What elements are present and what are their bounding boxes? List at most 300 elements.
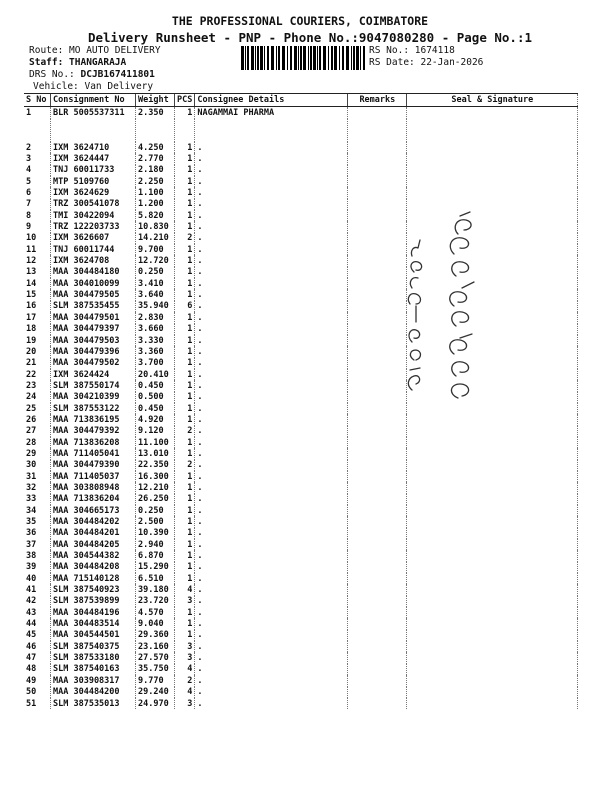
row-weight: 4.920 [136,414,175,425]
row-consignee-details: . [195,698,348,709]
row-consignee-details: . [195,460,348,471]
row-pcs: 2 [175,460,195,471]
row-weight: 10.830 [136,221,175,232]
row-pcs: 1 [175,539,195,550]
row-seal-signature [407,403,578,414]
row-pcs: 1 [175,448,195,459]
barcode-bar [276,46,277,70]
row-seal-signature [407,562,578,573]
row-weight: 15.290 [136,562,175,573]
row-consignment-no: SLM 387540375 [51,641,136,652]
barcode-bar [241,46,244,70]
row-weight: 1.100 [136,187,175,198]
table-row [24,426,578,437]
row-consignee-details: . [195,324,348,335]
row-remarks [348,380,407,391]
row-remarks [348,426,407,437]
row-consignee-details: . [195,664,348,675]
row-remarks [348,187,407,198]
spacer-cell [136,119,175,142]
row-consignee-details: . [195,210,348,221]
col-remarks: Remarks [348,94,407,107]
row-consignment-no: MAA 304484196 [51,607,136,618]
row-sno: 41 [26,585,37,596]
table-header-row [24,94,578,107]
row-pcs: 1 [175,516,195,527]
row-pcs: 1 [175,607,195,618]
row-remarks [348,289,407,300]
col-consignee: Consignee Details [195,94,348,107]
row-consignee-details: . [195,414,348,425]
row-seal-signature [407,437,578,448]
row-remarks [348,278,407,289]
row-sno: 33 [26,494,37,505]
row-sno: 44 [26,619,37,630]
row-sno: 34 [26,505,37,516]
row-sno: 32 [26,482,37,493]
row-pcs: 3 [175,652,195,663]
row-seal-signature [407,539,578,550]
row-pcs: 1 [175,312,195,323]
row-seal-signature [407,505,578,516]
row-consignment-no: MAA 304479392 [51,426,136,437]
barcode-bar [251,46,254,70]
row-consignment-no: MAA 713836208 [51,437,136,448]
barcode-bar [300,46,302,70]
row-weight: 12.210 [136,482,175,493]
row-pcs: 1 [175,380,195,391]
row-consignee-details: . [195,482,348,493]
row-consignee-details: . [195,255,348,266]
row-remarks [348,176,407,187]
table-row [24,301,578,312]
table-row [24,414,578,425]
row-weight: 14.210 [136,233,175,244]
table-row [24,584,578,595]
row-consignee-details: . [195,448,348,459]
row-consignee-details: . [195,369,348,380]
row-weight: 9.770 [136,675,175,686]
row-pcs: 1 [175,221,195,232]
row-sno: 3 [26,154,32,165]
row-sno: 35 [26,517,37,528]
row-consignment-no: MAA 304479501 [51,312,136,323]
table-row [24,221,578,232]
row-weight: 11.100 [136,437,175,448]
table-row [24,505,578,516]
row-seal-signature [407,584,578,595]
barcode-image [241,46,365,70]
row-sno: 8 [26,210,32,221]
row-consignment-no: MAA 304544501 [51,630,136,641]
row-remarks [348,516,407,527]
row-weight: 3.330 [136,335,175,346]
row-pcs: 1 [175,573,195,584]
row-pcs: 3 [175,596,195,607]
row-consignee-details: . [195,358,348,369]
row-consignee-details: . [195,618,348,629]
row-consignment-no: MAA 304544382 [51,550,136,561]
row-consignment-no: MAA 304484208 [51,562,136,573]
row-remarks [348,369,407,380]
row-weight: 10.390 [136,528,175,539]
row-seal-signature [407,573,578,584]
table-row [24,550,578,561]
row-seal-signature [407,528,578,539]
row-sno: 42 [26,596,37,607]
row-weight: 23.160 [136,641,175,652]
table-row [24,324,578,335]
row-consignee-details: . [195,687,348,698]
barcode-bar [303,46,306,70]
table-row [24,244,578,255]
row-consignee-details: . [195,403,348,414]
row-remarks [348,482,407,493]
row-weight: 22.350 [136,460,175,471]
row-consignee-details: . [195,335,348,346]
col-weight: Weight [136,94,175,107]
row-sno: 23 [26,380,37,391]
row-remarks [348,358,407,369]
row-consignee-details: . [195,437,348,448]
barcode-bar [298,46,299,70]
row-weight: 2.500 [136,516,175,527]
row-consignee-details: . [195,584,348,595]
row-sno: 47 [26,653,37,664]
barcode-bar [264,46,265,70]
row-remarks [348,664,407,675]
row-consignment-no: MAA 304484200 [51,687,136,698]
row-seal-signature [407,596,578,607]
row-sno: 50 [26,687,37,698]
row-consignment-no: IXM 3624629 [51,187,136,198]
row-weight: 16.300 [136,471,175,482]
row-pcs: 1 [175,278,195,289]
row-weight: 9.700 [136,244,175,255]
row-consignment-no: SLM 387539899 [51,596,136,607]
row-pcs: 1 [175,618,195,629]
row-remarks [348,584,407,595]
row-seal-signature [407,516,578,527]
row-sno: 11 [26,244,37,255]
row-remarks [348,244,407,255]
row-remarks [348,630,407,641]
row-sno: 36 [26,528,37,539]
row-sno: 19 [26,335,37,346]
table-row [24,392,578,403]
row-consignee-details: . [195,267,348,278]
row-weight: 3.360 [136,346,175,357]
barcode-bar [260,46,263,70]
row-remarks [348,641,407,652]
row-weight: 2.250 [136,176,175,187]
row-seal-signature [407,460,578,471]
row-sno: 2 [26,142,32,153]
row-pcs: 1 [175,471,195,482]
row-remarks [348,539,407,550]
table-row [24,403,578,414]
row-consignment-no: MAA 304479503 [51,335,136,346]
row-consignee-details: . [195,346,348,357]
row-pcs: 1 [175,630,195,641]
row-sno: 29 [26,448,37,459]
row-seal-signature [407,153,578,164]
row-sno: 51 [26,698,37,709]
row-remarks [348,153,407,164]
barcode-bar [294,46,297,70]
row-remarks [348,687,407,698]
row-remarks [348,698,407,709]
row-consignee-details: . [195,176,348,187]
row-sno: 30 [26,460,37,471]
row-pcs: 2 [175,233,195,244]
row-pcs: 1 [175,482,195,493]
row-remarks [348,596,407,607]
barcode-bar [317,46,318,70]
row-pcs: 3 [175,641,195,652]
row-seal-signature [407,675,578,686]
row-consignment-no: MAA 304484180 [51,267,136,278]
row-remarks [348,437,407,448]
table-row [24,165,578,176]
table-row [24,630,578,641]
row-sno: 46 [26,641,37,652]
table-row [24,312,578,323]
row-weight: 0.250 [136,267,175,278]
row-consignee-details: . [195,187,348,198]
row-remarks [348,107,407,120]
row-sno: 15 [26,290,37,301]
row-seal-signature [407,448,578,459]
row-weight: 4.250 [136,142,175,153]
spacer-cell [175,119,195,142]
row-remarks [348,403,407,414]
barcode-bar [287,46,288,70]
row-consignment-no: IXM 3624447 [51,153,136,164]
table-row [24,199,578,210]
row-pcs: 2 [175,675,195,686]
table-row [24,153,578,164]
table-row [24,607,578,618]
row-remarks [348,562,407,573]
row-seal-signature [407,426,578,437]
row-remarks [348,312,407,323]
row-remarks [348,255,407,266]
row-consignee-details: . [195,471,348,482]
table-row [24,289,578,300]
row-weight: 9.040 [136,618,175,629]
table-row [24,267,578,278]
row-weight: 26.250 [136,494,175,505]
spacer-cell [348,119,407,142]
table-row [24,618,578,629]
row-weight: 29.360 [136,630,175,641]
row-seal-signature [407,698,578,709]
row-consignee-details: . [195,550,348,561]
row-consignment-no: SLM 387553122 [51,403,136,414]
row-consignment-no: SLM 387535013 [51,698,136,709]
row-consignee-details: . [195,165,348,176]
row-weight: 6.870 [136,550,175,561]
row-consignment-no: MAA 304483514 [51,618,136,629]
drs-label: DRS No.: [29,69,75,80]
spacer-cell [407,119,578,142]
row-weight: 3.640 [136,289,175,300]
table-row [24,380,578,391]
row-consignment-no: MAA 304010099 [51,278,136,289]
row-consignment-no: SLM 387540923 [51,584,136,595]
barcode-bar [319,46,321,70]
company-title: THE PROFESSIONAL COURIERS, COIMBATORE [171,14,429,28]
row-weight: 39.180 [136,584,175,595]
row-weight: 12.720 [136,255,175,266]
barcode-bar [247,46,249,70]
row-consignment-no: MTP 5109760 [51,176,136,187]
row-sno: 28 [26,437,37,448]
table-row [24,539,578,550]
row-sno: 38 [26,551,37,562]
row-consignment-no: MAA 713836204 [51,494,136,505]
row-consignment-no: TRZ 122203733 [51,221,136,232]
row-consignee-details: . [195,652,348,663]
row-seal-signature [407,550,578,561]
row-consignee-details: . [195,221,348,232]
table-row [24,687,578,698]
row-weight: 2.770 [136,153,175,164]
row-pcs: 3 [175,698,195,709]
table-body [24,107,578,710]
row-weight: 35.940 [136,301,175,312]
barcode-bar [308,46,309,70]
runsheet-title: Delivery Runsheet - PNP - Phone No.:9047080280 - Page No.:1 [87,30,532,45]
spacer-cell [195,119,348,142]
row-pcs: 2 [175,426,195,437]
row-sno: 16 [26,301,37,312]
row-remarks [348,528,407,539]
row-weight: 2.830 [136,312,175,323]
drs-value: DCJB167411801 [80,69,155,80]
col-seal: Seal & Signature [407,94,578,107]
row-weight: 3.700 [136,358,175,369]
table-row [24,187,578,198]
spacer-cell [51,119,136,142]
rs-date: RS Date: 22-Jan-2026 [369,57,484,68]
row-consignment-no: TNJ 60011744 [51,244,136,255]
barcode-bar [255,46,256,70]
row-weight: 20.410 [136,369,175,380]
row-sno: 6 [26,188,32,199]
row-remarks [348,607,407,618]
col-pcs: PCS [175,94,195,107]
row-weight: 0.250 [136,505,175,516]
row-pcs: 1 [175,107,195,120]
row-weight: 4.570 [136,607,175,618]
table-row [24,233,578,244]
row-sno: 14 [26,278,37,289]
row-remarks [348,267,407,278]
row-consignee-details: . [195,505,348,516]
table-row [24,516,578,527]
row-seal-signature [407,176,578,187]
row-sno: 20 [26,346,37,357]
row-consignment-no: MAA 304479390 [51,460,136,471]
row-sno: 27 [26,426,37,437]
row-seal-signature [407,142,578,153]
row-consignee-details: . [195,494,348,505]
row-sno: 48 [26,664,37,675]
table-row [24,664,578,675]
staff-label: Staff: THANGARAJA [29,57,127,68]
table-row [24,460,578,471]
table-row [24,675,578,686]
table-row [24,142,578,153]
row-pcs: 4 [175,584,195,595]
table-row [24,698,578,709]
row-pcs: 1 [175,358,195,369]
row-consignment-no: TMI 30422094 [51,210,136,221]
row-consignee-details: . [195,199,348,210]
row-pcs: 1 [175,403,195,414]
row-remarks [348,618,407,629]
row-weight: 9.120 [136,426,175,437]
row-sno: 21 [26,358,37,369]
row-pcs: 4 [175,687,195,698]
row-consignee-details: . [195,289,348,300]
row-seal-signature [407,664,578,675]
row-consignee-details: . [195,675,348,686]
row-consignment-no: MAA 711405037 [51,471,136,482]
row-seal-signature [407,494,578,505]
barcode-bar [334,46,337,70]
row-seal-signature [407,414,578,425]
row-consignee-details: . [195,573,348,584]
row-pcs: 1 [175,142,195,153]
barcode-bar [313,46,316,70]
row-pcs: 1 [175,550,195,561]
row-seal-signature [407,107,578,120]
row-remarks [348,392,407,403]
row-consignee-details: . [195,641,348,652]
row-pcs: 1 [175,494,195,505]
barcode-bar [339,46,340,70]
row-consignee-details: . [195,244,348,255]
row-sno: 26 [26,414,37,425]
table-row [24,255,578,266]
row-sno: 12 [26,256,37,267]
row-consignee-details: NAGAMMAI PHARMA [195,107,348,120]
row-remarks [348,573,407,584]
row-sno: 31 [26,471,37,482]
row-seal-signature [407,618,578,629]
barcode-bar [342,46,344,70]
row-remarks [348,346,407,357]
table-row [24,107,578,120]
row-consignment-no: SLM 387535455 [51,301,136,312]
row-seal-signature [407,652,578,663]
route-label: Route: MO AUTO DELIVERY [29,45,161,56]
barcode-bar [346,46,349,70]
table-row [24,641,578,652]
barcode-bar [282,46,285,70]
row-pcs: 1 [175,165,195,176]
table-row [24,448,578,459]
row-sno: 4 [26,165,32,176]
row-consignee-details: . [195,426,348,437]
row-consignment-no: MAA 303908317 [51,675,136,686]
drs-number [29,69,155,80]
row-consignee-details: . [195,596,348,607]
row-sno: 10 [26,233,37,244]
